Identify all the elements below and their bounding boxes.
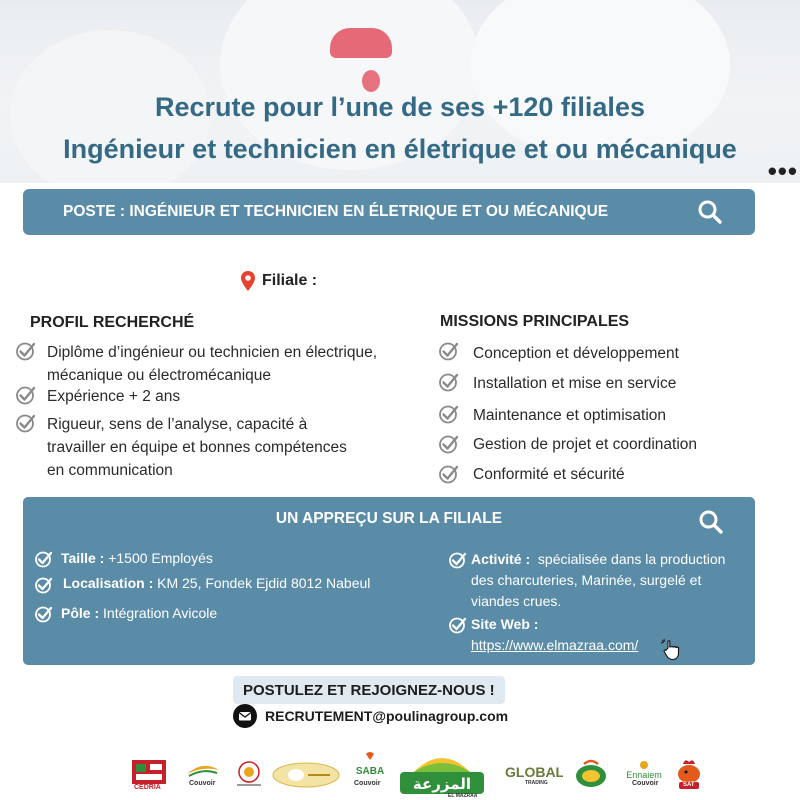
svg-text:SABA: SABA [355,766,385,777]
apercu-title: UN APPREÇU SUR LA FILIALE [275,510,503,527]
profil-item-line: Diplôme d’ingénieur ou technicien en électrique, [47,344,378,361]
logo-el-mazraa [398,746,486,800]
svg-text:GLOBAL: GLOBAL [505,764,563,780]
localisation-label: Localisation : [63,575,154,591]
mission-item: Conformité et sécurité [473,466,625,483]
taille-label: Taille : [61,550,105,566]
logo-caption: Couvoir [354,780,381,787]
check-circle-icon [438,371,460,393]
logo-couvoirs-centre [235,760,263,790]
page-title-line1: Recrute pour l’une de ses +120 filiales [155,92,645,122]
location-pin-icon [240,270,256,292]
logo-cedria [132,760,166,790]
chicken-wattle-shape [362,70,380,92]
envelope-icon [233,704,257,728]
profil-item [47,341,377,387]
site-link[interactable]: https://www.elmazraa.com/ [471,637,639,653]
check-circle-icon [34,604,54,624]
check-circle-icon [438,433,460,455]
logo-global-trading [505,762,563,790]
logo-caption: TRADING [525,780,548,786]
logo-caption: CEDRIA [134,784,161,791]
mission-item: Installation et mise en service [473,375,677,392]
check-circle-icon [15,340,37,362]
logo-saba [352,752,388,792]
profil-title: PROFIL RECHERCHÉ [30,314,195,331]
mission-item: Maintenance et optimisation [473,407,667,424]
check-circle-icon [15,384,37,406]
check-circle-icon [15,412,37,434]
pole-row [61,603,217,624]
profil-item [47,413,347,482]
mission-item: Conception et développement [473,345,679,362]
email-row [233,704,508,728]
filiale-label: Filiale : [262,272,318,289]
logo-sat [675,758,703,792]
postulez-badge: POSTULEZ ET REJOIGNEZ-NOUS ! [233,676,505,704]
poste-label: POSTE : INGÉNIEUR ET TECHNICIEN EN ÉLETRIQUE ET OU MÉCANIQUE [63,203,609,220]
pole-label: Pôle : [61,605,100,621]
ellipsis-icon[interactable]: ••• [767,156,798,183]
page-title-line2: Ingénieur et technicien en életrique et ou mécanique [63,134,737,164]
activite-label: Activité : [471,551,531,567]
site-row [471,614,638,656]
check-circle-icon [448,550,468,570]
activite-line: viandes crues. [471,593,562,609]
activite-row [471,549,725,612]
svg-text:Ennaiem: Ennaiem [626,770,662,780]
header-banner [0,0,800,183]
profil-item-line: mécanique ou électromécanique [47,367,272,384]
taille-row [61,548,213,569]
profil-item-line: Rigueur, sens de l’analyse, capacité à [47,416,308,433]
localisation-value: KM 25, Fondek Ejdid 8012 Nabeul [157,575,371,591]
activite-line: des charcuteries, Marinée, surgelé et [471,572,702,588]
check-circle-icon [438,463,460,485]
profil-item [47,385,180,408]
search-icon[interactable] [697,508,725,536]
email-link[interactable]: RECRUTEMENT@poulinagroup.com [265,708,509,724]
check-circle-icon [34,575,54,595]
poste-banner [23,189,755,235]
check-circle-icon [438,403,460,425]
taille-value: +1500 Employés [108,550,213,566]
logo-dick [272,762,340,788]
hand-cursor-icon [660,638,684,662]
site-label: Site Web : [471,616,539,632]
pole-value: Intégration Avicole [103,605,218,621]
check-circle-icon [448,615,468,635]
profil-item-line: Expérience + 2 ans [47,388,181,405]
svg-text:المزرعة: المزرعة [412,775,472,793]
search-icon[interactable] [696,198,724,226]
chicken-comb-shape [330,28,392,58]
activite-line: spécialisée dans la production [537,551,726,567]
logo-green-leaf [574,758,608,790]
apercu-panel [23,497,755,665]
logo-ennaiem [622,760,666,792]
logo-caption: Couvoir [632,780,659,787]
logo-caption: Couvoir [189,780,216,787]
logo-saouef [183,760,223,792]
mission-item: Gestion de projet et coordination [473,436,698,453]
missions-title: MISSIONS PRINCIPALES [440,313,630,330]
profil-item-line: travailler en équipe et bonnes compétences [47,439,347,456]
profil-item-line: en communication [47,462,173,479]
localisation-row [63,573,370,594]
logo-caption: SAT [683,782,695,788]
check-circle-icon [438,340,460,362]
filiale-row [240,270,317,292]
logo-caption: EL MAZRAA [448,793,478,799]
check-circle-icon [34,549,54,569]
